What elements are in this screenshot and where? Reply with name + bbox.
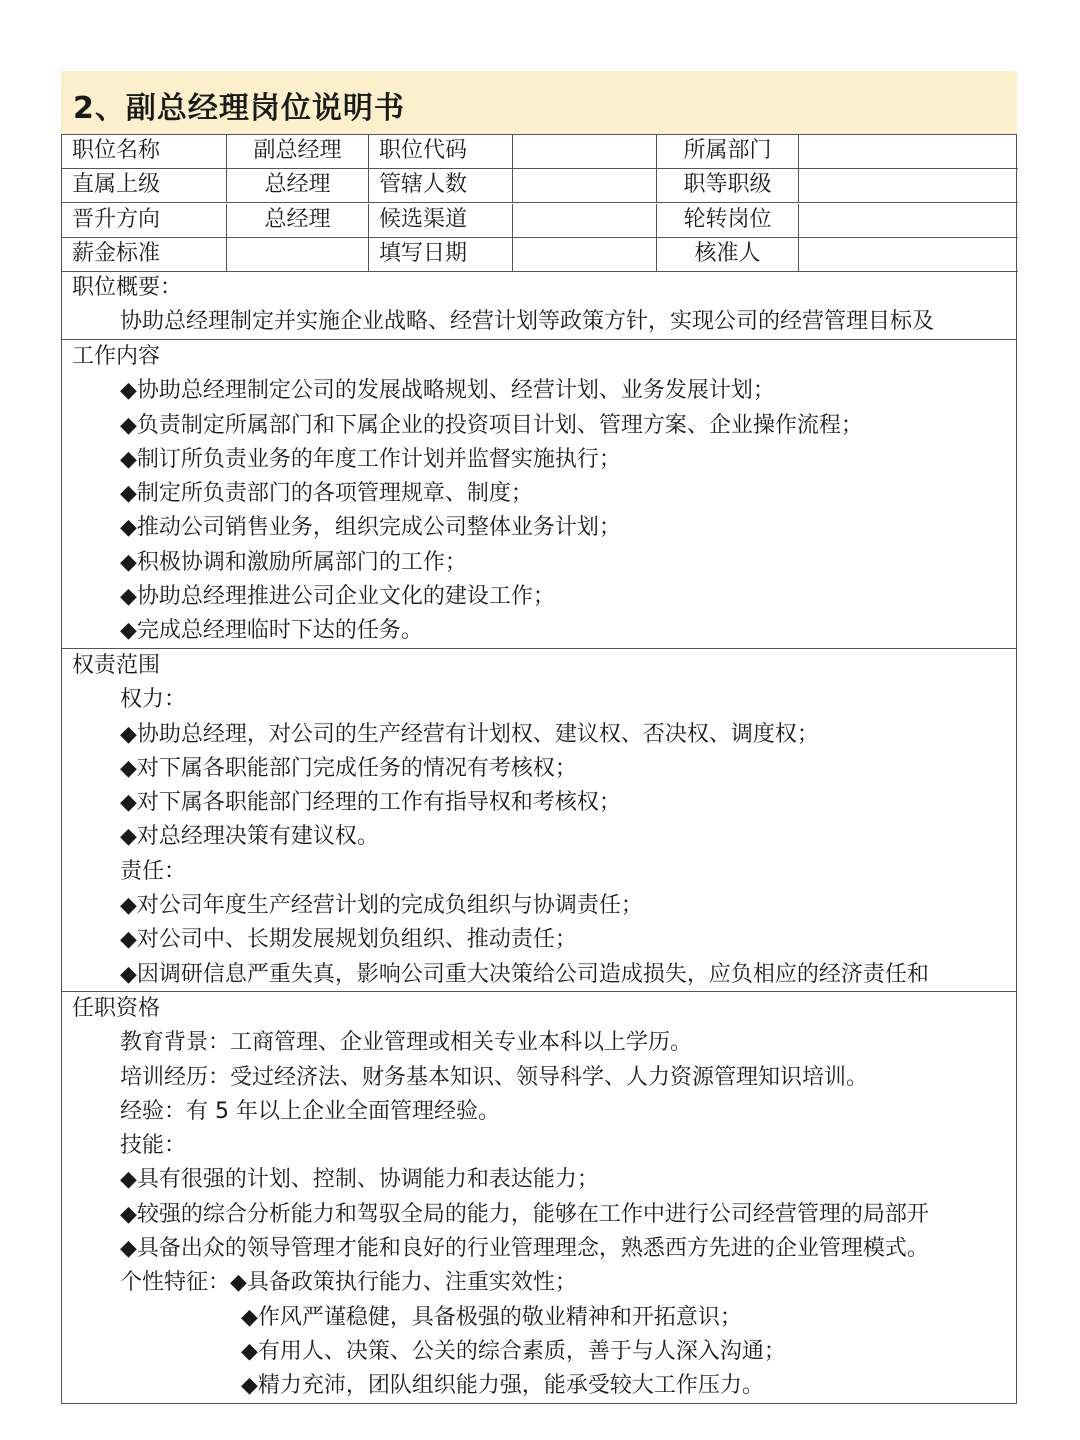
- info-label: 薪金标准: [62, 238, 227, 272]
- personality-item: ◆具备政策执行能力、注重实效性；: [230, 1270, 577, 1296]
- personality-item: ◆精力充沛，团队组织能力强，能承受较大工作压力。: [241, 1373, 764, 1399]
- responsibility-label: 责任：: [120, 858, 187, 884]
- info-value: [513, 169, 657, 203]
- experience-line: 经验：有 5 年以上企业全面管理经验。: [120, 1098, 500, 1124]
- info-label: 核准人: [657, 238, 799, 272]
- work-item: ◆完成总经理临时下达的任务。: [120, 618, 423, 644]
- training-line: 培训经历：受过经济法、财务基本知识、领导科学、人力资源管理知识培训。: [120, 1064, 869, 1090]
- overview-text: 协助总经理制定并实施企业战略、经营计划等政策方针，实现公司的经营管理目标及: [120, 309, 935, 335]
- info-value: [799, 135, 1018, 169]
- work-item: ◆积极协调和激励所属部门的工作；: [120, 549, 467, 575]
- info-label: 管辖人数: [369, 169, 513, 203]
- power-label: 权力：: [120, 687, 187, 713]
- work-item: ◆制订所负责业务的年度工作计划并监督实施执行；: [120, 446, 621, 472]
- info-label: 填写日期: [369, 238, 513, 272]
- info-label: 职位代码: [369, 135, 513, 169]
- authority-section: [61, 649, 1017, 992]
- info-value: [799, 238, 1018, 272]
- info-value: [227, 238, 369, 272]
- info-label: 职等职级: [657, 169, 799, 203]
- info-label: 职位名称: [62, 135, 227, 169]
- work-content-section: [61, 340, 1017, 649]
- info-value: [799, 169, 1018, 203]
- work-item: ◆协助总经理制定公司的发展战略规划、经营计划、业务发展计划；: [120, 378, 775, 404]
- title-bar: [61, 71, 1017, 134]
- info-value: [513, 238, 657, 272]
- job-description-document: [61, 71, 1017, 1404]
- info-value: [513, 135, 657, 169]
- work-item: ◆协助总经理推进公司企业文化的建设工作；: [120, 584, 555, 610]
- page-title: 2、副总经理岗位说明书: [73, 91, 405, 126]
- info-label: 候选渠道: [369, 204, 513, 238]
- work-item: ◆制定所负责部门的各项管理规章、制度；: [120, 481, 533, 507]
- info-value: 总经理: [227, 204, 369, 238]
- personality-item: ◆作风严谨稳健，具备极强的敬业精神和开拓意识；: [241, 1304, 742, 1330]
- education-line: 教育背景：工商管理、企业管理或相关专业本科以上学历。: [120, 1030, 693, 1056]
- power-item: ◆对下属各职能部门经理的工作有指导权和考核权；: [120, 790, 621, 816]
- personality-label: 个性特征：: [120, 1270, 231, 1296]
- qualification-section: [61, 992, 1017, 1404]
- info-label: 直属上级: [62, 169, 227, 203]
- overview-section: [61, 271, 1017, 340]
- responsibility-item: ◆对公司年度生产经营计划的完成负组织与协调责任；: [120, 893, 643, 919]
- info-label: 晋升方向: [62, 204, 227, 238]
- power-item: ◆对总经理决策有建议权。: [120, 824, 379, 850]
- responsibility-item: ◆对公司中、长期发展规划负组织、推动责任；: [120, 927, 577, 953]
- info-value: [513, 204, 657, 238]
- authority-heading: 权责范围: [72, 653, 161, 678]
- info-label: 轮转岗位: [657, 204, 799, 238]
- power-item: ◆协助总经理，对公司的生产经营有计划权、建议权、否决权、调度权；: [120, 721, 819, 747]
- skills-label: 技能：: [120, 1133, 187, 1159]
- power-item: ◆对下属各职能部门完成任务的情况有考核权；: [120, 755, 577, 781]
- work-heading: 工作内容: [72, 344, 161, 369]
- qualification-heading: 任职资格: [72, 996, 161, 1021]
- info-label: 所属部门: [657, 135, 799, 169]
- personality-first-line: [62, 1266, 1016, 1300]
- work-item: ◆推动公司销售业务，组织完成公司整体业务计划；: [120, 515, 621, 541]
- skill-item: ◆具有很强的计划、控制、协调能力和表达能力；: [120, 1167, 599, 1193]
- info-value: [799, 204, 1018, 238]
- info-value: 副总经理: [227, 135, 369, 169]
- work-item: ◆负责制定所属部门和下属企业的投资项目计划、管理方案、企业操作流程；: [120, 412, 863, 438]
- skill-item: ◆较强的综合分析能力和驾驭全局的能力，能够在工作中进行公司经营管理的局部开: [120, 1201, 929, 1227]
- skill-item: ◆具备出众的领导管理才能和良好的行业管理理念，熟悉西方先进的企业管理模式。: [120, 1236, 929, 1262]
- personality-item: ◆有用人、决策、公关的综合素质，善于与人深入沟通；: [241, 1338, 786, 1364]
- overview-heading: 职位概要：: [72, 275, 183, 300]
- responsibility-item: ◆因调研信息严重失真，影响公司重大决策给公司造成损失，应负相应的经济责任和: [120, 961, 929, 987]
- basic-info-table: [61, 134, 1017, 271]
- info-value: 总经理: [227, 169, 369, 203]
